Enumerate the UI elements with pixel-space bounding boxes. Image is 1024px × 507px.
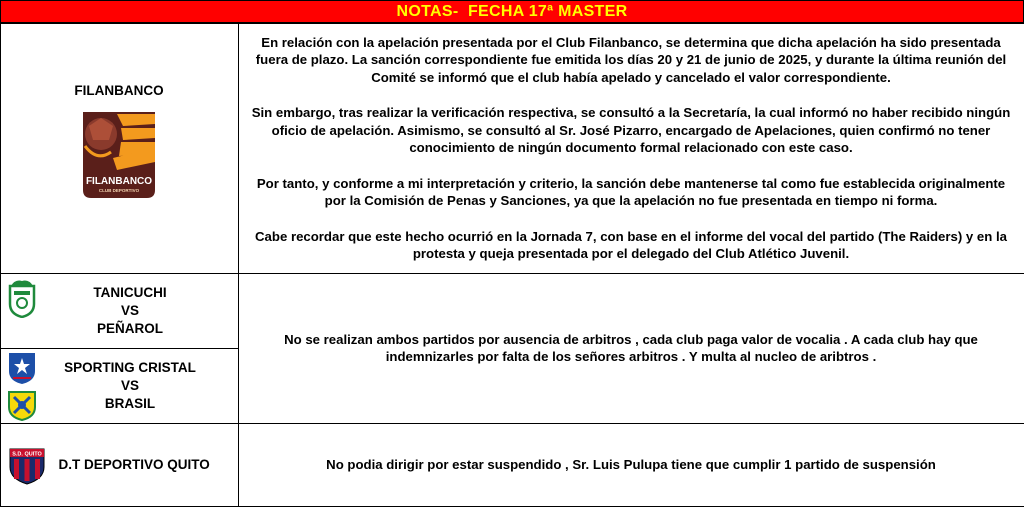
note-paragraph: No podia dirigir por estar suspendido , Sr. Luis Pulupa tiene que cumplir 1 partido de suspensión [326,456,936,474]
deportivo-quito-team-name: D.T DEPORTIVO QUITO [53,457,210,472]
tanicuchi-badge-icon [7,278,37,318]
note-paragraph: Por tanto, y conforme a mi interpretación y criterio, la sanción debe mantenerse tal como fue establecida originalmente por la Comisión de Penas y Sanciones, ya que la apelación no fue presentada en tiempo ni forma. [247,175,1016,210]
svg-text:CLUB DEPORTIVO: CLUB DEPORTIVO [99,188,140,193]
home-team: SPORTING CRISTAL [64,359,196,377]
vs-label: VS [121,302,139,320]
note-paragraph: No se realizan ambos partidos por ausencia de arbitros , cada club paga valor de vocalia . A cada club hay que indemnizarles por falta de los señores arbitros . Y multa al nucleo de aribtros . [247,331,1016,366]
note-paragraph: Cabe recordar que este hecho ocurrió en la Jornada 7, con base en el informe del vocal del partido (The Raiders) y en la protesta y queja presentada por el delegado del Club Atlético Juvenil. [247,228,1016,263]
svg-text:FILANBANCO: FILANBANCO [86,176,152,187]
svg-text:S.D. QUITO: S.D. QUITO [12,451,42,457]
matches-note [238,273,1024,424]
brasil-badge-icon [6,389,38,421]
sporting-cristal-badge-icon [7,351,37,385]
deportivo-quito-note [238,423,1024,507]
deportivo-quito-badge-icon [8,445,46,485]
filanbanco-logo-icon [83,112,155,200]
title-bar [0,0,1024,23]
note-paragraph: En relación con la apelación presentada por el Club Filanbanco, se determina que dicha apelación ha sido presentada fuera de plazo. La sanción correspondiente fue emitida los días 20 y 21 de junio de 2025, y durante la última reunión del Comité se informó que el club había apelado y cancelado el valor correspondiente. [247,34,1016,87]
notes-table [0,23,1024,506]
filanbanco-note [238,23,1024,274]
vs-label: VS [121,377,139,395]
away-team: BRASIL [105,395,155,413]
match-sporting-brasil [0,348,239,424]
filanbanco-team-cell [0,23,239,274]
deportivo-quito-team-cell [0,423,239,507]
away-team: PEÑAROL [97,320,163,338]
filanbanco-team-name: FILANBANCO [74,83,163,98]
note-paragraph: Sin embargo, tras realizar la verificación respectiva, se consultó a la Secretaría, la cual informó no haber recibido ningún oficio de apelación. Asimismo, se consultó al Sr. José Pizarro, encargado de Apelaciones, quien confirmó no tener conocimiento de ningún documento formal relacionado con este caso. [247,104,1016,157]
match-tanicuchi-penarol [0,273,239,349]
home-team: TANICUCHI [93,284,166,302]
page-title: NOTAS- FECHA 17ª MASTER [397,3,628,21]
